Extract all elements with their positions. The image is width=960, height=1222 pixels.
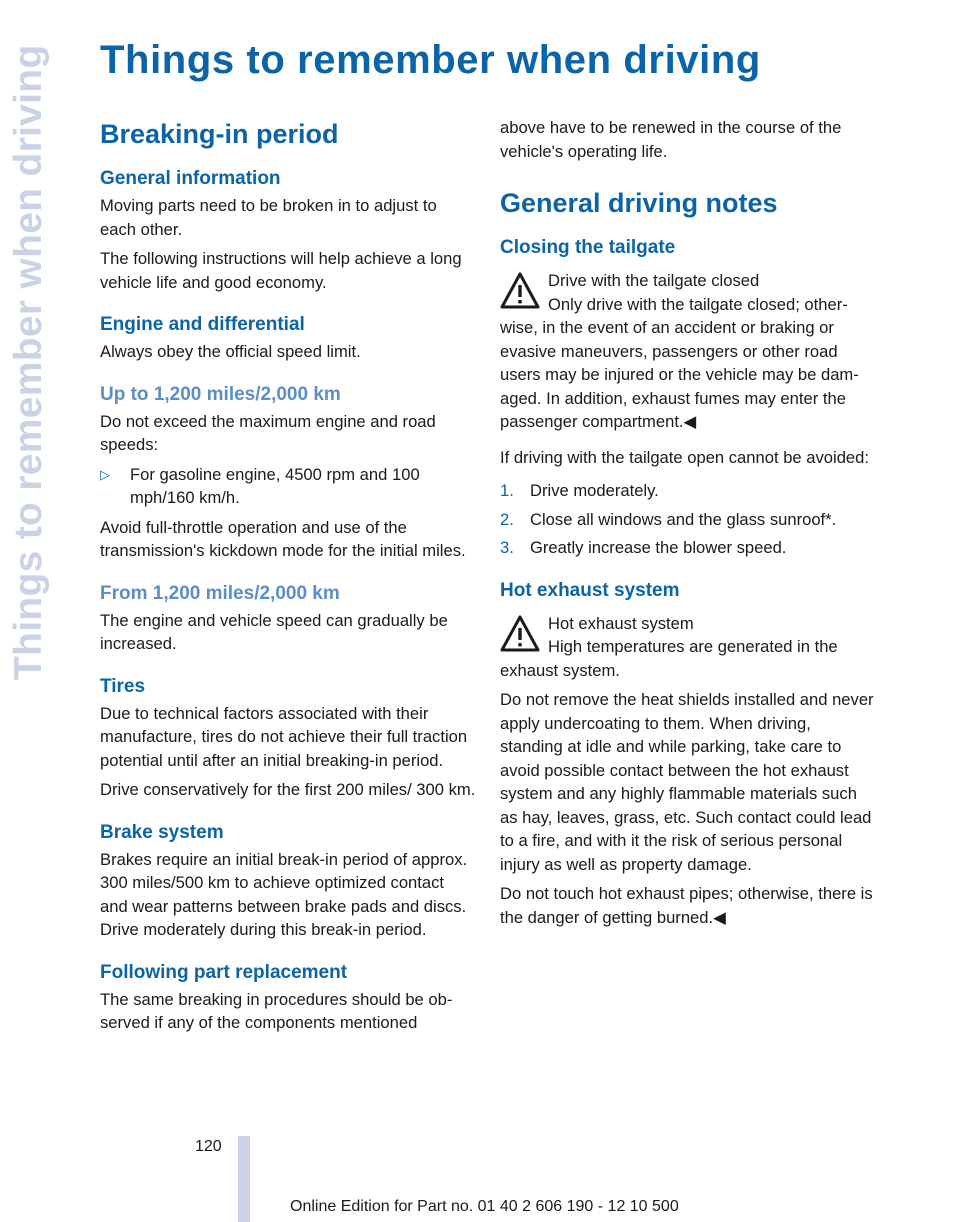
- closing-tailgate-section: [500, 235, 876, 560]
- engine-differential-title: Engine and differential: [100, 314, 305, 335]
- exhaust-text-1: Do not remove the heat shields installed and never apply undercoating to them. When driving, standing at idle and while parking, take care to avoid possible contact between the hot exhaust system and any highly flammable materials such as hay, leaves, grass, etc. Such contact could lead to a fire, and with it the risk of serious personal injury as well as property damage.: [500, 690, 874, 874]
- list-item-text: For gasoline engine, 4500 rpm and 100 mph/160 km/h.: [130, 464, 420, 507]
- general-information-title: General information: [100, 168, 281, 189]
- engine-differential-section: [100, 312, 476, 364]
- breaking-in-heading: Breaking-in period: [100, 119, 339, 149]
- tires-text-2: Drive conservatively for the first 200 miles/ 300 km.: [100, 780, 476, 799]
- hot-exhaust-section: [500, 578, 876, 930]
- right-column: [500, 116, 876, 947]
- tires-section: [100, 674, 476, 802]
- list-item: [500, 479, 876, 503]
- up-to-1200-text-2: Avoid full-throttle operation and use of the transmission's kickdown mode for the initial miles.: [100, 517, 466, 560]
- numbered-steps-list: [500, 479, 876, 560]
- list-item: [100, 463, 476, 510]
- engine-differential-text: Always obey the official speed limit.: [100, 342, 361, 361]
- edition-footer: Online Edition for Part no. 01 40 2 606 190 - 12 10 500: [290, 1198, 679, 1215]
- exhaust-warning-title: Hot exhaust system: [548, 613, 694, 633]
- step-number: 3.: [500, 538, 514, 557]
- general-driving-notes-heading: General driving notes: [500, 188, 778, 218]
- tires-title: Tires: [100, 675, 146, 697]
- brake-system-section: [100, 820, 476, 942]
- step-number: 1.: [500, 481, 514, 500]
- following-replacement-text: The same breaking in procedures should be observed if any of the components mentioned: [100, 989, 453, 1032]
- brake-system-text: Brakes require an initial break-in period of approx. 300 miles/500 km to achieve optimized contact and wear patterns between brake pads and discs. Drive moderately during this break-in period.: [100, 849, 468, 939]
- up-to-1200-text-1: Do not exceed the maximum engine and road speeds:: [100, 411, 436, 454]
- triangle-bullet-icon: ▷: [100, 466, 110, 482]
- left-column: [100, 116, 476, 1053]
- up-to-1200-title: Up to 1,200 miles/2,000 km: [100, 383, 341, 405]
- footer-bar: [238, 1136, 250, 1222]
- side-tab-label: Things to remember when driving: [7, 44, 50, 680]
- following-replacement-section: [100, 960, 476, 1035]
- from-1200-text: The engine and vehicle speed can gradually be increased.: [100, 610, 448, 653]
- page-title: Things to remember when driving: [100, 38, 761, 82]
- exhaust-warning-text: High temperatures are generated in the exhaust system.: [500, 637, 838, 680]
- general-information-text-2: The following instructions will help achieve a long vehicle life and good economy.: [100, 249, 462, 292]
- brake-system-title: Brake system: [100, 821, 224, 843]
- following-replacement-title: Following part replacement: [100, 961, 348, 983]
- list-item: [500, 508, 876, 532]
- step-text: Close all windows and the glass sunroof*.: [530, 509, 837, 529]
- list-item: [500, 536, 876, 560]
- tailgate-warning-text: Only drive with the tailgate closed; otherwise, in the event of an accident or braking or evasive maneuvers, passengers or other road users may be injured or the vehicle may be damaged. In addition, exhaust fumes may enter the passenger compartment.◀: [500, 294, 859, 431]
- warning-triangle-icon: [500, 271, 540, 311]
- hot-exhaust-title: Hot exhaust system: [500, 579, 680, 601]
- step-number: 2.: [500, 509, 514, 529]
- page-number: 120: [195, 1138, 222, 1155]
- tires-text-1: Due to technical factors associated with their manufacture, tires do not achieve their full traction potential until after an initial breaking-in period.: [100, 703, 468, 770]
- continued-text: above have to be renewed in the course of the vehicle's operating life.: [500, 118, 842, 161]
- general-information-text-1: Moving parts need to be broken in to adjust to each other.: [100, 196, 437, 239]
- step-text: Drive moderately.: [530, 481, 659, 500]
- exhaust-text-2: Do not touch hot exhaust pipes; otherwise, there is the danger of getting burned.◀: [500, 884, 873, 927]
- from-1200-title: From 1,200 miles/2,000 km: [100, 582, 340, 604]
- tailgate-open-text: If driving with the tailgate open cannot be avoided:: [500, 447, 870, 467]
- up-to-1200-section: [100, 382, 476, 563]
- closing-tailgate-title: Closing the tailgate: [500, 237, 676, 258]
- side-tab: [3, 40, 55, 680]
- from-1200-section: [100, 581, 476, 656]
- warning-triangle-icon: [500, 614, 540, 654]
- tailgate-warning-title: Drive with the tailgate closed: [548, 271, 760, 290]
- general-information-section: [100, 166, 476, 294]
- step-text: Greatly increase the blower speed.: [530, 538, 787, 557]
